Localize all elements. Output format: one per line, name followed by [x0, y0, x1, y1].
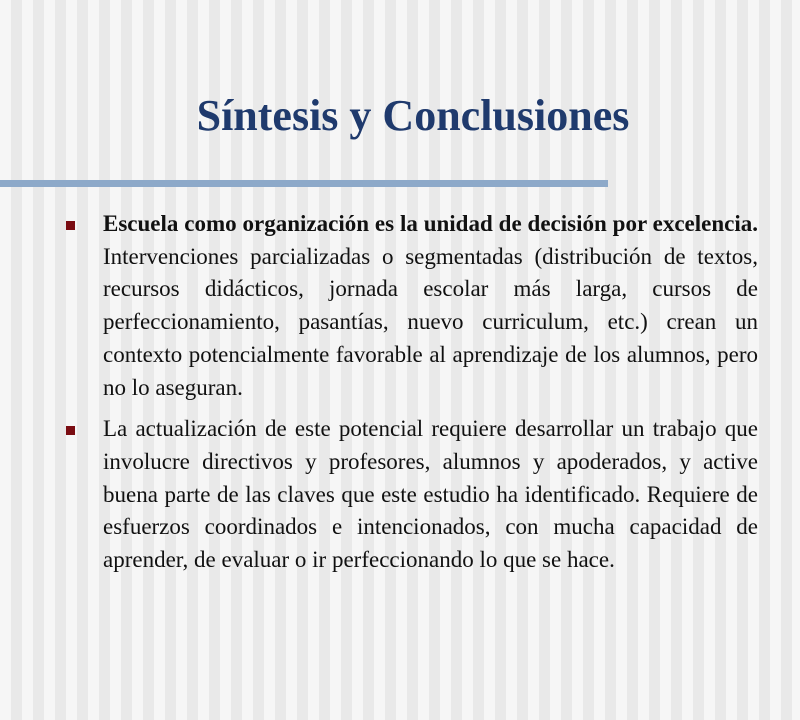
square-bullet-icon	[66, 221, 75, 230]
bullet-body-text: La actualización de este potencial requiere desarrollar un trabajo que involucre directivos y profesores, alumnos y apoderados, y active buena parte de las claves que este estudio ha identificado. Requiere de esfuerzos coordinados e intencionados, con mucha capacidad de aprender, de evaluar o ir perfeccionando lo que se hace.	[103, 416, 758, 573]
bullet-list	[62, 208, 758, 586]
bullet-item	[62, 208, 758, 404]
square-bullet-icon	[66, 426, 75, 435]
bullet-text	[103, 413, 758, 577]
bullet-text	[103, 208, 758, 404]
bullet-bold-text: Escuela como organización es la unidad de decisión por excelencia.	[103, 211, 758, 236]
bullet-body-text: Intervenciones parcializadas o segmentadas (distribución de textos, recursos didácticos, jornada escolar más larga, cursos de perfeccionamiento, pasantías, nuevo curriculum, etc.) crean un contexto potencialmente favorable al aprendizaje de los alumnos, pero no lo aseguran.	[103, 243, 758, 400]
slide-title: Síntesis y Conclusiones	[196, 91, 630, 140]
bullet-item	[62, 413, 758, 577]
title-divider	[0, 180, 608, 187]
